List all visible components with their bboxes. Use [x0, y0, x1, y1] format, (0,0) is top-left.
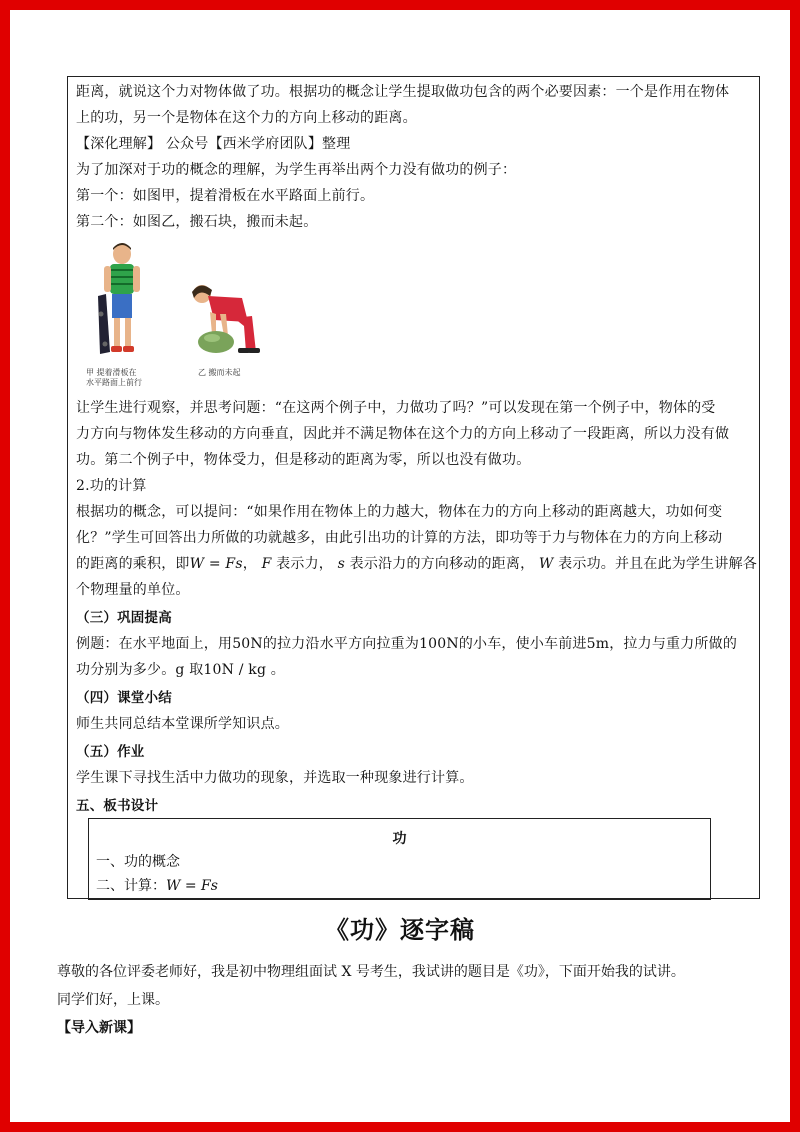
girl-lifting-stone-figure	[186, 282, 264, 356]
paragraph-line: 力方向与物体发生移动的方向垂直，因此并不满足物体在这个力的方向上移动了一段距离，所以力没有做	[76, 426, 730, 442]
paragraph-line: 个物理量的单位。	[76, 582, 190, 598]
text-run: 表示功。并且在此为学生讲解各	[553, 556, 757, 572]
section-heading: （三）巩固提高	[76, 610, 172, 626]
section-heading: 【导入新课】	[57, 1020, 141, 1036]
paragraph-line: 根据功的概念，可以提问：“如果作用在物体上的力越大，物体在力的方向上移动的距离越大，功如何变	[76, 504, 723, 520]
paragraph-line: 让学生进行观察，并思考问题：“在这两个例子中，力做功了吗？”可以发现在第一个例子中，物体的受	[76, 400, 716, 416]
deepen-label: 【深化理解】	[76, 136, 162, 152]
paragraph-line: 功。第二个例子中，物体受力，但是移动的距离为零，所以也没有做功。	[76, 452, 531, 468]
formula: W = Fs	[166, 878, 218, 894]
paragraph-line: 距离，就说这个力对物体做了功。根据功的概念让学生提取做功包含的两个必要因素：一个是作用在物体	[76, 84, 730, 100]
text-run: 的距离的乘积，即	[76, 556, 190, 572]
deepen-line	[76, 134, 350, 154]
paragraph-line	[76, 554, 757, 574]
figure-caption: 甲 提着滑板在	[86, 368, 137, 377]
text-run: 表示力，	[271, 556, 338, 572]
section-heading: （四）课堂小结	[76, 690, 172, 706]
paragraph-line: 第一个：如图甲，提着滑板在水平路面上前行。	[76, 188, 375, 204]
section-heading: （五）作业	[76, 744, 145, 760]
text-run: ，	[242, 556, 262, 572]
paragraph-line: 上的功，另一个是物体在这个力的方向上移动的距离。	[76, 110, 417, 126]
boy-carrying-skateboard-figure	[88, 240, 158, 368]
paragraph-line: 第二个：如图乙，搬石块，搬而未起。	[76, 214, 318, 230]
paragraph-line: 化？”学生可回答出力所做的功就越多，由此引出功的计算的方法，即功等于力与物体在力的方向上移动	[76, 530, 723, 546]
board-line: 一、功的概念	[96, 854, 180, 870]
symbol-F: F	[261, 556, 272, 572]
section-heading: 2.功的计算	[76, 478, 147, 494]
paragraph-line: 同学们好，上课。	[57, 992, 169, 1008]
paragraph-line: 尊敬的各位评委老师好，我是初中物理组面试 X 号考生，我试讲的题目是《功》，下面开始我的试讲。	[57, 964, 685, 980]
paragraph-line: 学生课下寻找生活中力做功的现象，并选取一种现象进行计算。	[76, 770, 474, 786]
paragraph-line: 为了加深对于功的概念的理解，为学生再举出两个力没有做功的例子：	[76, 162, 517, 178]
figure-caption: 水平路面上前行	[86, 378, 142, 387]
paragraph-line: 例题：在水平地面上，用50N的拉力沿水平方向拉重为100N的小车，使小车前进5m，拉力与重力所做的	[76, 636, 738, 652]
text-run: 表示沿力的方向移动的距离，	[345, 556, 539, 572]
paragraph-line: 师生共同总结本堂课所学知识点。	[76, 716, 289, 732]
board-title: 功	[392, 831, 407, 847]
symbol-s: s	[337, 556, 346, 572]
deepen-note: 公众号【西米学府团队】整理	[161, 136, 351, 152]
section-heading: 五、板书设计	[76, 798, 159, 814]
document-title: 《功》逐字稿	[325, 916, 475, 944]
formula: W = Fs	[189, 556, 243, 572]
symbol-W: W	[538, 556, 554, 572]
paragraph-line: 功分别为多少。g 取10N / kg 。	[76, 662, 285, 678]
figure-caption: 乙 搬而未起	[198, 368, 241, 377]
board-line	[96, 876, 218, 896]
text-run: 二、计算：	[96, 878, 166, 894]
